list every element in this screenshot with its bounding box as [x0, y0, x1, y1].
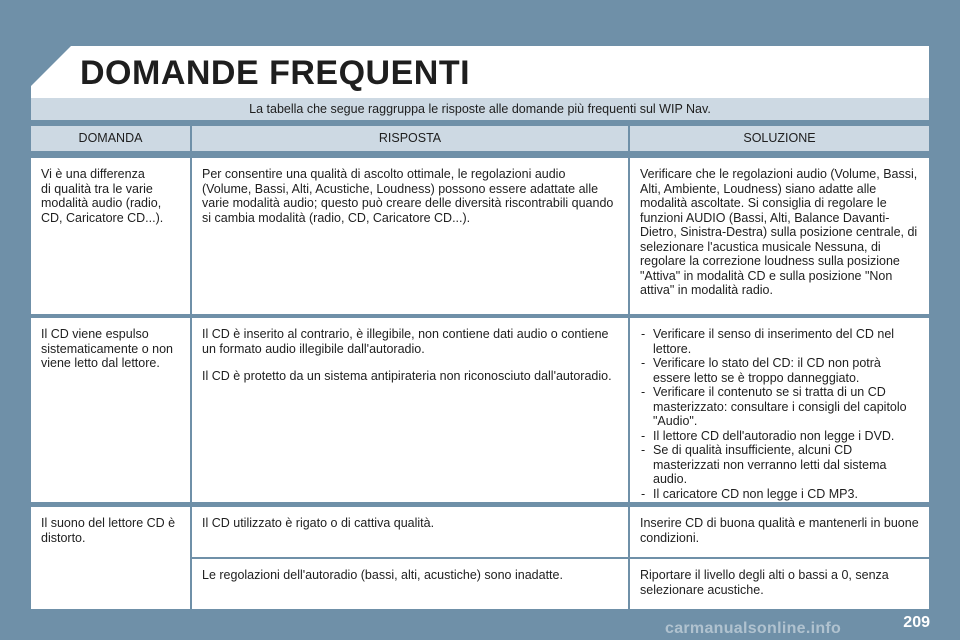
header-question: DOMANDA	[31, 126, 190, 151]
row2-answer	[192, 318, 628, 502]
solution-list	[640, 327, 919, 501]
header-answer: RISPOSTA	[192, 126, 628, 151]
row1-solution: Verificare che le regolazioni audio (Volume, Bassi, Alti, Ambiente, Loudness) siano adatte alle modalità ascoltate. Si consiglia di regolare le funzioni AUDIO (Bassi, Alti, Balance Davanti-Dietro, Sinistra-Destra) sulla posizione centrale, di selezionare l'acustica musicale Nessuna, di regolare la correzione loudness sulla posizione "Attiva" in modalità CD e sulla posizione "Non attiva" in modalità radio.	[630, 158, 929, 314]
row2-answer-paragraph: Il CD è inserito al contrario, è illegibile, non contiene dati audio o contiene un formato audio illegibile dall'autoradio.	[202, 327, 609, 356]
row2-answer-paragraph: Il CD è protetto da un sistema antipirateria non riconosciuto dall'autoradio.	[202, 369, 612, 383]
row3-question: Il suono del lettore CD è distorto.	[31, 507, 190, 609]
page-title: DOMANDE FREQUENTI	[80, 54, 471, 92]
header-solution: SOLUZIONE	[630, 126, 929, 151]
watermark: carmanualsonline.info	[665, 620, 842, 637]
row3-answer-b: Le regolazioni dell'autoradio (bassi, alti, acustiche) sono inadatte.	[192, 559, 628, 609]
list-item: - Se di qualità insufficiente, alcuni CD masterizzati non verranno letti dal sistema audio.	[640, 443, 919, 487]
page-number: 209	[903, 614, 930, 631]
list-item: - Verificare il senso di inserimento del CD nel lettore.	[640, 327, 919, 356]
row3-answer-a: Il CD utilizzato è rigato o di cattiva qualità.	[192, 507, 628, 557]
list-item: - Il lettore CD dell'autoradio non legge i DVD.	[640, 429, 919, 444]
row3-solution-b: Riportare il livello degli alti o bassi a 0, senza selezionare acustiche.	[630, 559, 929, 609]
row1-answer: Per consentire una qualità di ascolto ottimale, le regolazioni audio (Volume, Bassi, Alti, Acustiche, Loudness) possono essere adattate alle varie modalità audio; questo può creare delle diversità riscontrabili quando si cambia modalità (radio, CD, Caricatore CD...).	[192, 158, 628, 314]
row2-solution	[630, 318, 929, 502]
row2-question: Il CD viene espulso sistematicamente o non viene letto dal lettore.	[31, 318, 190, 502]
row3-solution-a: Inserire CD di buona qualità e mantenerli in buone condizioni.	[630, 507, 929, 557]
list-item: - Il caricatore CD non legge i CD MP3.	[640, 487, 919, 502]
list-item: - Verificare lo stato del CD: il CD non potrà essere letto se è troppo danneggiato.	[640, 356, 919, 385]
list-item: - Verificare il contenuto se si tratta di un CD masterizzato: consultare i consigli del capitolo "Audio".	[640, 385, 919, 429]
table-intro: La tabella che segue raggruppa le risposte alle domande più frequenti sul WIP Nav.	[31, 98, 929, 120]
row1-question: Vi è una differenza di qualità tra le varie modalità audio (radio, CD, Caricatore CD...).	[31, 158, 190, 314]
